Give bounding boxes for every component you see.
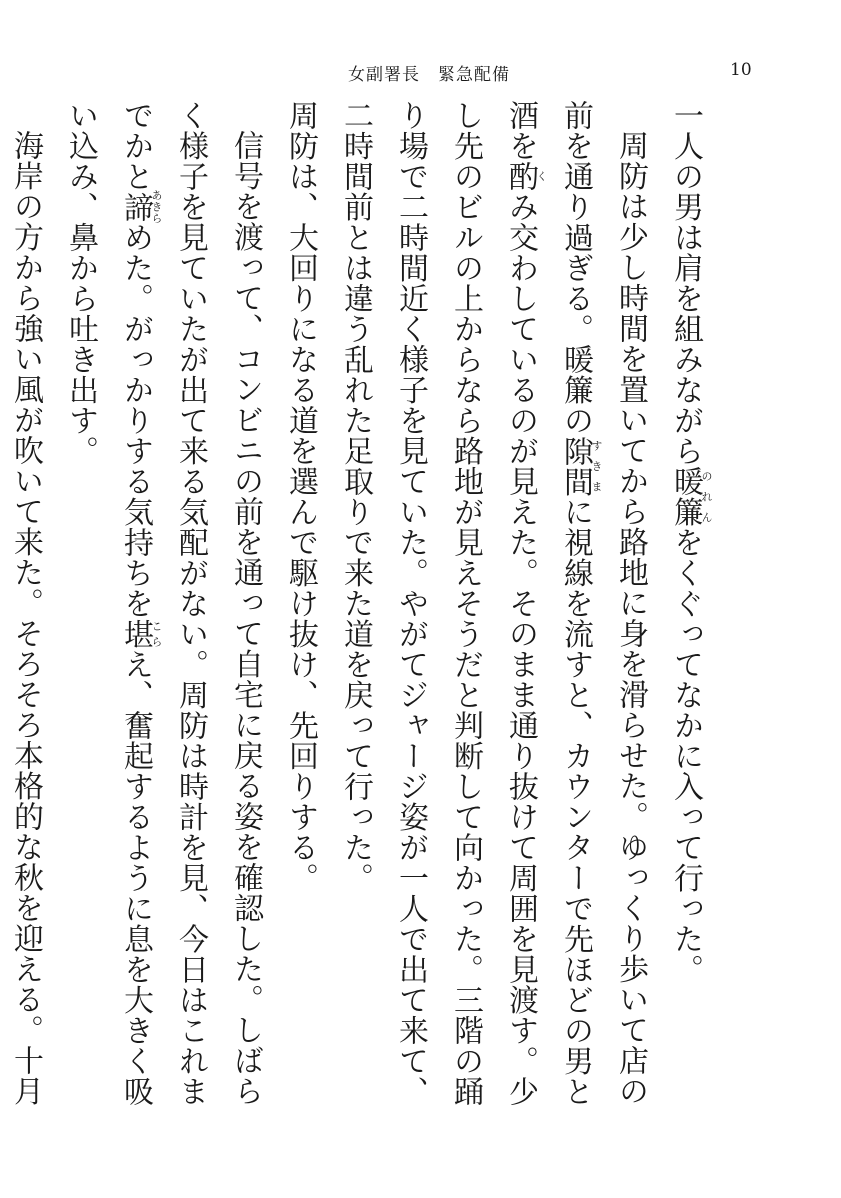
running-title: 女副署長 緊急配備 bbox=[348, 65, 510, 85]
text-run: 海岸の方から強い風が吹いて来た。そろそろ本格的な秋を迎える。十月 bbox=[8, 130, 43, 1106]
ruby-sukima: 隙間すきま bbox=[558, 435, 603, 497]
ruby-noren: 暖簾のれん bbox=[668, 466, 713, 527]
body-text bbox=[8, 100, 713, 1110]
text-run: 一人の男は肩を組みながら bbox=[668, 100, 703, 466]
paragraph-3: 周防は、大回りになる道を選んで駆け抜け、先回りする。 bbox=[283, 100, 318, 893]
text-run: み交わしているのが見えた。そのまま通り抜けて周囲を見渡す。少し先のビルの上からなら路地が見えそうだと判断して向かった。三階の踊り場で二時間近く様子を見ていた。やがてジャージ姿が一人で出て来て、二時間前とは違う乱れた足取りで来た道を戻って行った。 bbox=[338, 100, 538, 1107]
text-run: 周防は少し時間を置いてから路地に身を滑らせた。ゆっくり歩いて店の前を通り過ぎる。暖簾の bbox=[558, 100, 648, 1106]
paragraph-5 bbox=[0, 100, 53, 1110]
ruby-ku: 酌く bbox=[503, 161, 548, 192]
text-run: に視線を流すと、カウンターで先ほどの男と酒を bbox=[503, 100, 593, 1107]
text-run: をくぐってなかに入って行った。 bbox=[668, 527, 703, 985]
text-run: え、奮起するように息を大きく吸い込み、鼻から吐き出す。 bbox=[63, 100, 153, 1107]
paragraph-1 bbox=[658, 100, 713, 1110]
text-run: 信号を渡って、コンビニの前を通って自宅に戻る姿を確認した。しばらく様子を見ていたが出て来る気配がない。周防は時計を見、今日はこれまでかと bbox=[118, 100, 263, 1107]
paragraph-4 bbox=[53, 100, 273, 1110]
page-number: 10 bbox=[730, 60, 752, 80]
text-run: めた。がっかりする気持ちを bbox=[118, 222, 153, 619]
ruby-kora: 堪こら bbox=[118, 618, 163, 649]
ruby-akira: 諦あきら bbox=[118, 189, 163, 224]
paragraph-2 bbox=[328, 100, 658, 1110]
